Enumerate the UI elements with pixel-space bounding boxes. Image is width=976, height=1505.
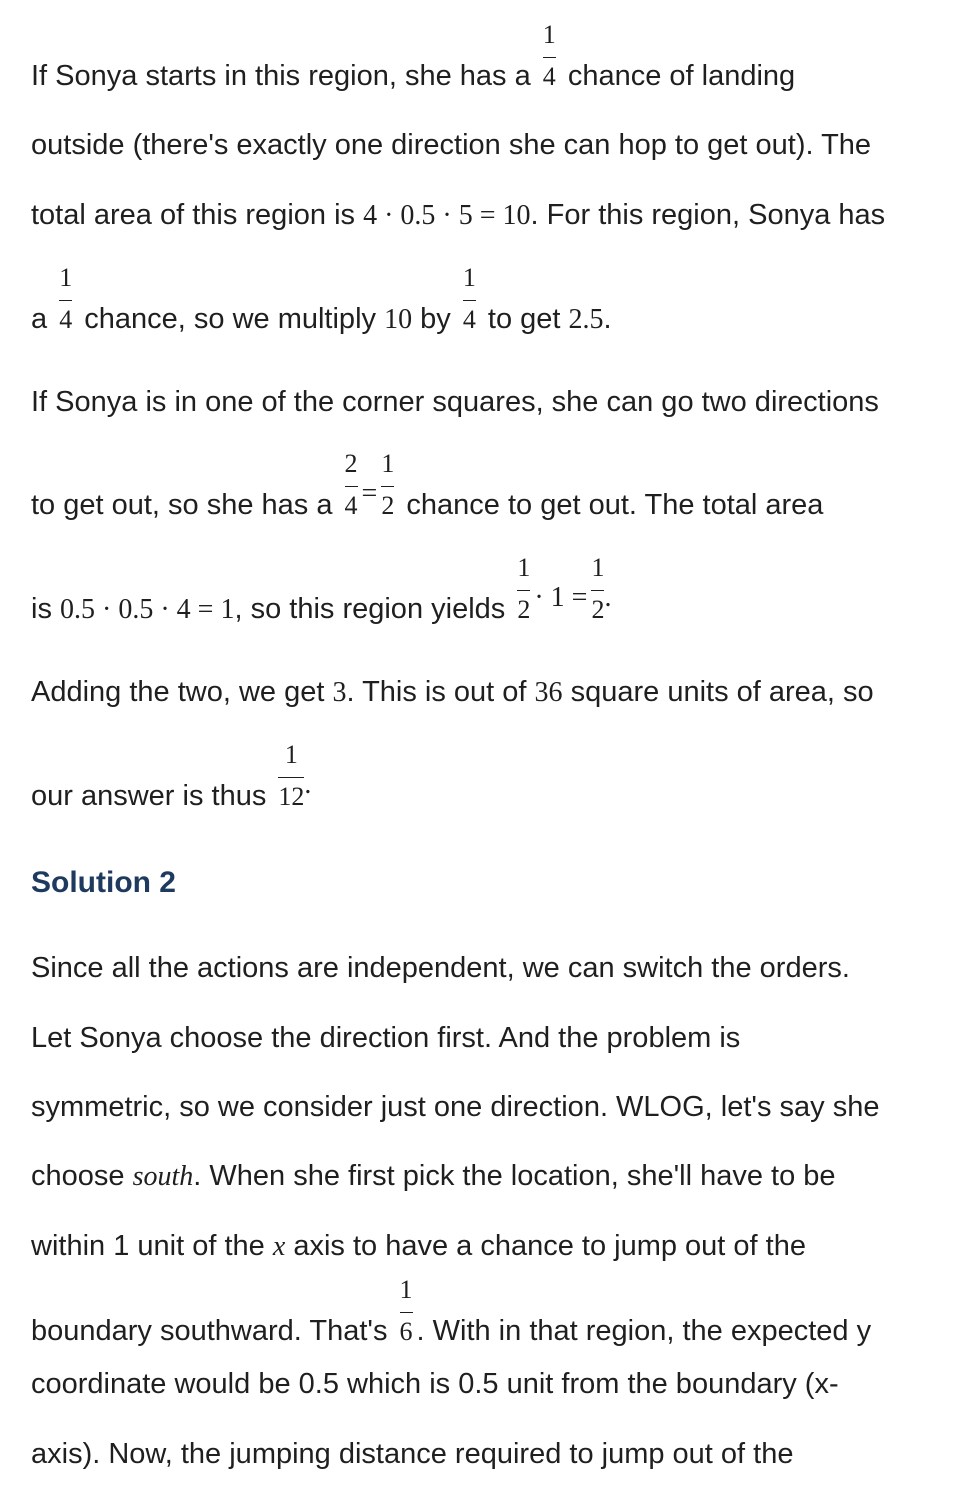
text: chance of landing	[567, 60, 796, 92]
para3-line1	[31, 678, 874, 707]
math-number: 2.5	[568, 304, 604, 335]
text: a	[31, 303, 48, 335]
text: is	[31, 593, 52, 625]
text: , so this region yields	[234, 593, 506, 625]
text: . This is out of	[346, 676, 527, 708]
fraction-one-half: $\frac{1}{2}$	[591, 553, 605, 624]
text: . When she first pick the location, she'll have to be	[193, 1160, 836, 1192]
para2-line3	[31, 553, 612, 625]
period: .	[304, 769, 312, 800]
text: boundary southward. That's	[31, 1315, 388, 1347]
fraction-one-fourth: $\frac{1}{4}$	[542, 20, 556, 91]
para4-line7: coordinate would be 0.5 which is 0.5 unit from the boundary (x-	[31, 1368, 839, 1400]
para4-line6	[31, 1275, 872, 1347]
para2-line2	[31, 449, 824, 521]
text: chance, so we multiply	[84, 303, 377, 335]
text: . With in that region, the expected y	[416, 1315, 872, 1347]
math-expression: 4 · 0.5 · 5 = 10	[363, 200, 531, 231]
math-number: 36	[534, 677, 563, 708]
text: to get	[487, 303, 561, 335]
math-variable: x	[272, 1231, 286, 1262]
para4-line1: Since all the actions are independent, we can switch the orders.	[31, 952, 850, 984]
equals-sign: =	[361, 478, 378, 509]
text: square units of area, so	[570, 676, 874, 708]
fraction-two-fourths: $\frac{2}{4}$	[344, 449, 358, 520]
text: by	[420, 303, 451, 335]
text: chance to get out. The total area	[406, 489, 824, 521]
text: to get out, so she has a	[31, 489, 333, 521]
para4-line8: axis). Now, the jumping distance required to jump out of the	[31, 1438, 794, 1470]
para4-line2: Let Sonya choose the direction first. And the problem is	[31, 1022, 741, 1054]
para4-line5	[31, 1232, 806, 1261]
fraction-one-sixth: $\frac{1}{6}$	[399, 1275, 413, 1346]
text: choose	[31, 1160, 125, 1192]
para1-line1	[31, 20, 796, 92]
text: within 1 unit of the	[31, 1230, 265, 1262]
para2-line1: If Sonya is in one of the corner squares, she can go two directions	[31, 386, 879, 418]
text: . For this region, Sonya has	[530, 199, 886, 231]
math-expression: · 1 =	[534, 582, 588, 613]
text: .	[603, 303, 612, 335]
para3-line2	[31, 740, 312, 812]
fraction-one-fourth: $\frac{1}{4}$	[462, 263, 476, 334]
fraction-one-half: $\frac{1}{2}$	[381, 449, 395, 520]
period: .	[604, 582, 612, 613]
math-expression: 0.5 · 0.5 · 4 = 1	[60, 594, 235, 625]
fraction-one-twelfth: $\frac{1}{12}$	[278, 740, 305, 811]
text: If Sonya starts in this region, she has a	[31, 60, 531, 92]
text: Adding the two, we get	[31, 676, 325, 708]
text: our answer is thus	[31, 780, 267, 812]
math-number: 10	[384, 304, 413, 335]
para4-line4	[31, 1162, 836, 1191]
para1-line4	[31, 263, 612, 335]
fraction-one-fourth: $\frac{1}{4}$	[59, 263, 73, 334]
text: total area of this region is	[31, 199, 356, 231]
text: axis to have a chance to jump out of the	[293, 1230, 806, 1262]
para1-line2: outside (there's exactly one direction she can hop to get out). The	[31, 129, 872, 161]
para4-line3: symmetric, so we consider just one direction. WLOG, let's say she	[31, 1091, 880, 1123]
para1-line3	[31, 201, 885, 230]
fraction-one-half: $\frac{1}{2}$	[517, 553, 531, 624]
math-number: 3	[332, 677, 347, 708]
math-variable: south	[132, 1161, 194, 1192]
section-heading-solution-2: Solution 2	[31, 866, 176, 899]
